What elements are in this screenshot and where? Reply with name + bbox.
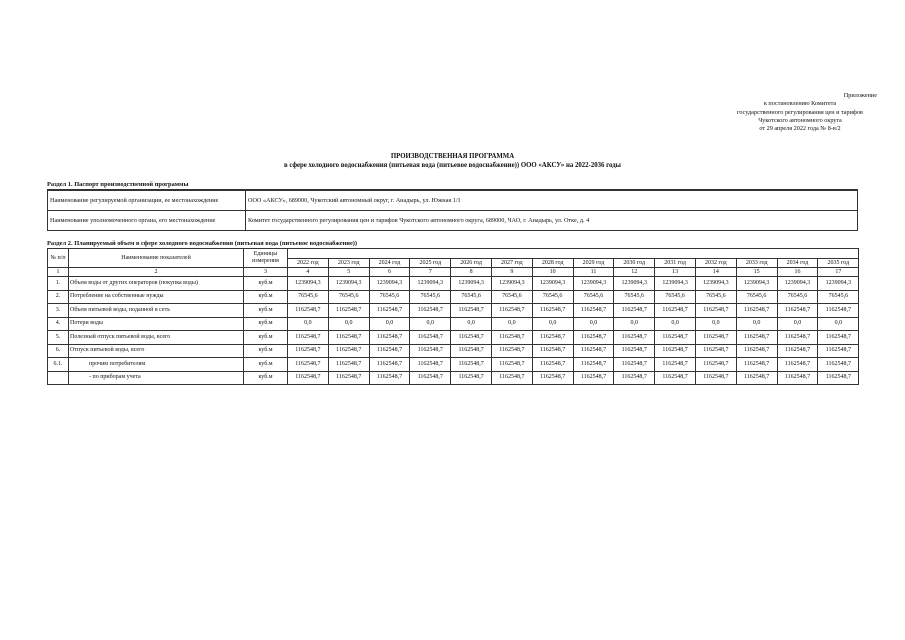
- row-value: 1162548,7: [328, 358, 369, 372]
- row-value: 1162548,7: [369, 304, 410, 318]
- row-value: 1239094,3: [777, 277, 818, 291]
- passport-table: [47, 190, 858, 231]
- row-value: 1162548,7: [695, 358, 736, 372]
- row-value: 1239094,3: [410, 277, 451, 291]
- column-number: 4: [288, 268, 329, 277]
- year-header: 2029 год: [573, 259, 614, 268]
- approval-line: Чукотского автономного округа: [758, 116, 842, 124]
- row-value: 1162548,7: [655, 304, 696, 318]
- row-value: 76545,6: [736, 290, 777, 304]
- row-value: 1162548,7: [573, 371, 614, 385]
- table-row: [48, 358, 859, 372]
- row-value: 1239094,3: [695, 277, 736, 291]
- row-value: 0,0: [655, 317, 696, 331]
- row-value: 1239094,3: [818, 277, 859, 291]
- row-value: 1162548,7: [288, 304, 329, 318]
- row-value: 1162548,7: [328, 344, 369, 358]
- table-row: [48, 317, 859, 331]
- year-header: 2024 год: [369, 259, 410, 268]
- row-value: 76545,6: [532, 290, 573, 304]
- approval-block: [705, 92, 895, 133]
- row-number: 3.: [48, 304, 69, 318]
- row-value: 1162548,7: [491, 304, 532, 318]
- approval-line: от 29 апреля 2022 года № 8-в/2: [759, 125, 841, 133]
- row-value: 1162548,7: [410, 358, 451, 372]
- row-value: 1239094,3: [451, 277, 492, 291]
- year-header: 2027 год: [491, 259, 532, 268]
- row-value: 1239094,3: [369, 277, 410, 291]
- row-value: 76545,6: [491, 290, 532, 304]
- year-header: 2023 год: [328, 259, 369, 268]
- column-number: 7: [410, 268, 451, 277]
- table-header-row: [48, 249, 859, 259]
- row-value: 1162548,7: [818, 304, 859, 318]
- row-value: 1162548,7: [695, 304, 736, 318]
- row-number: 6.: [48, 344, 69, 358]
- row-value: 1162548,7: [573, 331, 614, 345]
- row-value: 1162548,7: [410, 344, 451, 358]
- table-row: [48, 331, 859, 345]
- row-value: 1162548,7: [410, 371, 451, 385]
- header-no: № п/п: [48, 249, 69, 268]
- column-number: 5: [328, 268, 369, 277]
- row-value: 0,0: [573, 317, 614, 331]
- row-name: Потребление на собственные нужды: [69, 290, 244, 304]
- column-number: 17: [818, 268, 859, 277]
- header-name: Наименование показателей: [69, 249, 244, 268]
- row-value: 76545,6: [369, 290, 410, 304]
- row-value: 1162548,7: [288, 358, 329, 372]
- year-header: 2025 год: [410, 259, 451, 268]
- column-number: 8: [451, 268, 492, 277]
- header-unit: Единицы измерения: [244, 249, 288, 268]
- row-value: 1162548,7: [777, 331, 818, 345]
- row-value: 1162548,7: [614, 344, 655, 358]
- volume-table: [47, 248, 859, 385]
- row-value: 1162548,7: [369, 331, 410, 345]
- year-header: 2030 год: [614, 259, 655, 268]
- row-value: 1162548,7: [491, 331, 532, 345]
- approval-line: Приложение: [843, 92, 877, 99]
- row-value: 76545,6: [818, 290, 859, 304]
- row-value: 0,0: [777, 317, 818, 331]
- row-value: 1239094,3: [532, 277, 573, 291]
- row-value: 1239094,3: [655, 277, 696, 291]
- document-title: ПРОИЗВОДСТВЕННАЯ ПРОГРАММА: [390, 153, 515, 160]
- table-row: [48, 290, 859, 304]
- row-value: 1162548,7: [288, 371, 329, 385]
- row-value: 76545,6: [614, 290, 655, 304]
- row-value: 1162548,7: [655, 358, 696, 372]
- row-unit: куб.м: [244, 358, 288, 372]
- row-name: Потери воды: [69, 317, 244, 331]
- row-unit: куб.м: [244, 371, 288, 385]
- row-value: 1162548,7: [655, 344, 696, 358]
- row-value: 0,0: [451, 317, 492, 331]
- row-value: 0,0: [328, 317, 369, 331]
- row-unit: куб.м: [244, 344, 288, 358]
- row-number: 2.: [48, 290, 69, 304]
- column-number: 13: [655, 268, 696, 277]
- row-value: 76545,6: [451, 290, 492, 304]
- row-value: 1162548,7: [410, 331, 451, 345]
- year-header: 2034 год: [777, 259, 818, 268]
- row-value: 1162548,7: [532, 304, 573, 318]
- year-header: 2028 год: [532, 259, 573, 268]
- column-number: 3: [244, 268, 288, 277]
- row-name: - по приборам учета: [69, 371, 244, 385]
- row-value: 0,0: [736, 317, 777, 331]
- row-value: 1162548,7: [614, 304, 655, 318]
- row-value: 0,0: [410, 317, 451, 331]
- passport-row: [48, 191, 858, 211]
- row-value: 1162548,7: [736, 344, 777, 358]
- row-value: 76545,6: [573, 290, 614, 304]
- row-name: Отпуск питьевой воды, всего: [69, 344, 244, 358]
- row-value: 76545,6: [288, 290, 329, 304]
- row-value: 1162548,7: [491, 358, 532, 372]
- row-value: 1162548,7: [818, 344, 859, 358]
- column-number: 15: [736, 268, 777, 277]
- row-value: 1162548,7: [695, 344, 736, 358]
- year-header: 2035 год: [818, 259, 859, 268]
- row-value: 0,0: [532, 317, 573, 331]
- row-unit: куб.м: [244, 317, 288, 331]
- row-name: Полезный отпуск питьевой воды, всего: [69, 331, 244, 345]
- row-value: 1239094,3: [736, 277, 777, 291]
- row-value: 1162548,7: [491, 344, 532, 358]
- column-number: 6: [369, 268, 410, 277]
- row-value: 1239094,3: [614, 277, 655, 291]
- row-value: 0,0: [818, 317, 859, 331]
- row-value: 1162548,7: [818, 358, 859, 372]
- column-number: 11: [573, 268, 614, 277]
- table-row: [48, 371, 859, 385]
- row-value: 1162548,7: [655, 371, 696, 385]
- row-value: 1162548,7: [614, 358, 655, 372]
- row-number: 1.: [48, 277, 69, 291]
- approval-line: к постановлению Комитета: [763, 100, 837, 108]
- row-value: 1239094,3: [573, 277, 614, 291]
- row-value: 0,0: [369, 317, 410, 331]
- row-name: Объем питьевой воды, поданной в сеть: [69, 304, 244, 318]
- row-value: 0,0: [695, 317, 736, 331]
- row-value: 1162548,7: [328, 331, 369, 345]
- row-unit: куб.м: [244, 277, 288, 291]
- row-value: 1239094,3: [328, 277, 369, 291]
- row-value: 1162548,7: [614, 371, 655, 385]
- row-value: 1162548,7: [655, 331, 696, 345]
- row-value: 1162548,7: [695, 331, 736, 345]
- row-value: 76545,6: [655, 290, 696, 304]
- row-value: 1162548,7: [614, 331, 655, 345]
- row-value: 0,0: [288, 317, 329, 331]
- section2-title: Раздел 2. Планируемый объем в сфере холодного водоснабжения (питьевая вода (питьевое водоснабжение)): [47, 240, 358, 247]
- passport-row: [48, 211, 858, 231]
- row-value: 1162548,7: [369, 344, 410, 358]
- header-years-group: [288, 249, 859, 259]
- row-unit: куб.м: [244, 290, 288, 304]
- year-header: 2026 год: [451, 259, 492, 268]
- row-value: 1162548,7: [532, 358, 573, 372]
- row-value: 1162548,7: [736, 371, 777, 385]
- table-row: [48, 304, 859, 318]
- column-number: 9: [491, 268, 532, 277]
- row-value: 1162548,7: [369, 371, 410, 385]
- row-value: 1162548,7: [777, 344, 818, 358]
- row-name: Объем воды от других операторов (покупка воды): [69, 277, 244, 291]
- row-value: 1162548,7: [288, 331, 329, 345]
- row-value: 0,0: [491, 317, 532, 331]
- row-unit: куб.м: [244, 331, 288, 345]
- row-value: 1162548,7: [736, 358, 777, 372]
- year-header: 2031 год: [655, 259, 696, 268]
- column-number: 16: [777, 268, 818, 277]
- year-header: 2033 год: [736, 259, 777, 268]
- row-value: 1162548,7: [573, 304, 614, 318]
- row-value: 1162548,7: [451, 358, 492, 372]
- row-value: 76545,6: [410, 290, 451, 304]
- column-number: 12: [614, 268, 655, 277]
- row-value: 76545,6: [777, 290, 818, 304]
- column-number: 10: [532, 268, 573, 277]
- row-value: 1162548,7: [532, 371, 573, 385]
- section1-title: Раздел 1. Паспорт производственной программы: [47, 181, 189, 188]
- row-value: 1162548,7: [777, 371, 818, 385]
- row-value: 1162548,7: [818, 331, 859, 345]
- approval-line: государственного регулирования цен и тарифов: [737, 108, 863, 116]
- row-number: 5.: [48, 331, 69, 345]
- row-value: 1162548,7: [573, 358, 614, 372]
- column-numbers-row: [48, 268, 859, 277]
- row-value: 1162548,7: [328, 371, 369, 385]
- row-value: 1162548,7: [573, 344, 614, 358]
- row-value: 1239094,3: [491, 277, 532, 291]
- passport-value: Комитет государственного регулирования цен и тарифов Чукотского автономного округа, 689000, ЧАО, г. Анадырь, ул. Отке, д. 4: [246, 211, 858, 231]
- row-value: 1162548,7: [532, 331, 573, 345]
- row-value: 0,0: [614, 317, 655, 331]
- row-value: 1162548,7: [777, 304, 818, 318]
- row-number: 4.: [48, 317, 69, 331]
- column-number: 1: [48, 268, 69, 277]
- row-value: 1162548,7: [736, 331, 777, 345]
- row-value: 1162548,7: [288, 344, 329, 358]
- row-value: 1162548,7: [410, 304, 451, 318]
- row-value: 1162548,7: [818, 371, 859, 385]
- passport-label: Наименование уполномоченного органа, его местонахождение: [48, 211, 246, 231]
- year-header: 2022 год: [288, 259, 329, 268]
- row-value: 1162548,7: [451, 304, 492, 318]
- row-number: [48, 371, 69, 385]
- column-number: 2: [69, 268, 244, 277]
- row-value: 1162548,7: [736, 304, 777, 318]
- document-subtitle: в сфере холодного водоснабжения (питьевая вода (питьевое водоснабжение)) ООО «АКСУ» на 2022-2036 годы: [284, 162, 621, 169]
- row-value: 1162548,7: [451, 344, 492, 358]
- passport-label: Наименование регулируемой организации, ее местонахождение: [48, 191, 246, 211]
- row-value: 1162548,7: [369, 358, 410, 372]
- row-value: 1162548,7: [451, 331, 492, 345]
- passport-value: ООО «АКСУ», 689000, Чукотский автономный округ, г. Анадырь, ул. Южная 1/1: [246, 191, 858, 211]
- row-unit: куб.м: [244, 304, 288, 318]
- row-value: 1162548,7: [695, 371, 736, 385]
- row-value: 1162548,7: [777, 358, 818, 372]
- row-value: 76545,6: [695, 290, 736, 304]
- row-value: 1162548,7: [491, 371, 532, 385]
- table-row: [48, 344, 859, 358]
- table-row: [48, 277, 859, 291]
- row-value: 1162548,7: [532, 344, 573, 358]
- row-value: 76545,6: [328, 290, 369, 304]
- row-name: прочим потребителям: [69, 358, 244, 372]
- row-number: 6.1.: [48, 358, 69, 372]
- row-value: 1239094,3: [288, 277, 329, 291]
- row-value: 1162548,7: [328, 304, 369, 318]
- column-number: 14: [695, 268, 736, 277]
- year-header: 2032 год: [695, 259, 736, 268]
- row-value: 1162548,7: [451, 371, 492, 385]
